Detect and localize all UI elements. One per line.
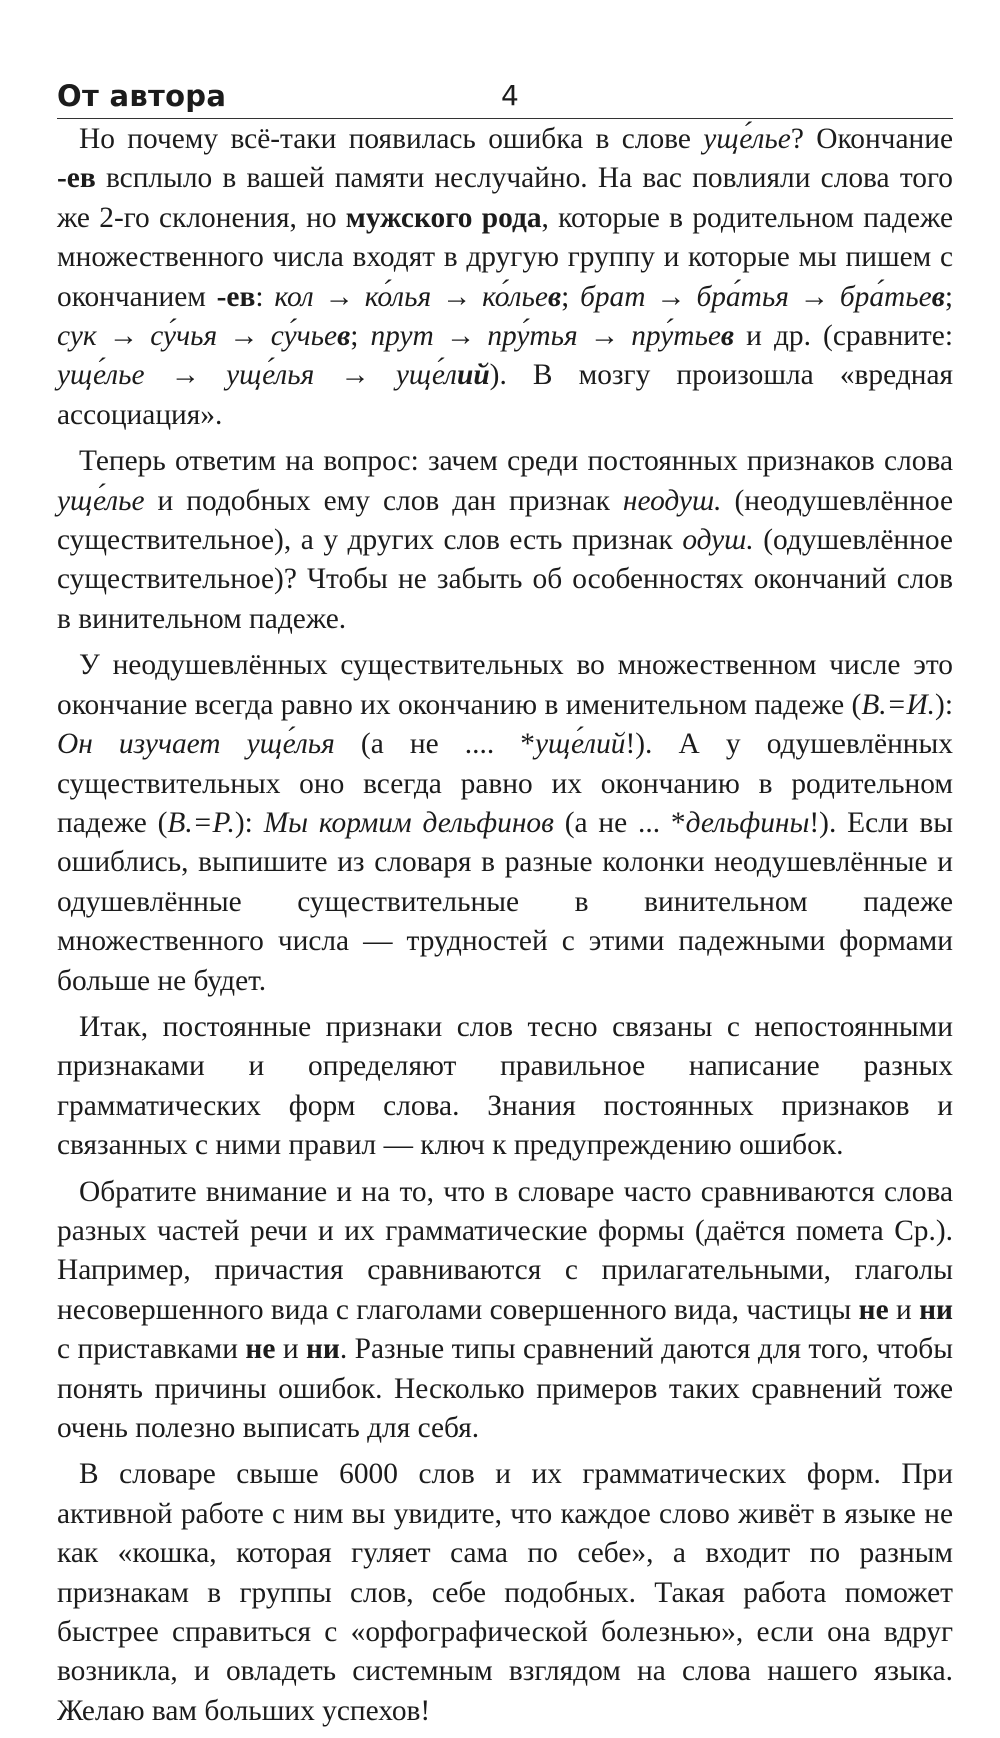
text-run: ; <box>350 320 371 353</box>
text-run: (а не ... * <box>553 806 686 839</box>
text-run: дельфины <box>685 806 810 839</box>
text-run: -ев <box>216 280 256 313</box>
text-run: В словаре свыше 6000 слов и их грамматических форм. При активной работе с ним вы увидите, что каждое слово живёт в языке не как «кошка, которая гуляет сама по себе», а входит по разным признакам в группы слов, себе подобных. Такая работа поможет быстрее справиться с «орфографической болезнью», если она вдруг возникла, и овладеть системным взглядом на слова нашего языка. Желаю вам больших успехов! <box>57 1458 953 1727</box>
text-run: (а не .... * <box>334 728 535 761</box>
text-run: в <box>931 280 945 313</box>
text-run: ; <box>944 280 954 313</box>
text-run: не <box>245 1333 276 1366</box>
running-title: От автора <box>57 79 227 113</box>
body-text <box>57 120 953 1738</box>
text-run: сук → су́чья → су́чье <box>57 320 338 353</box>
text-run: Мы кормим дельфинов <box>263 806 554 839</box>
text-run: в <box>547 280 562 313</box>
text-run: брат → бра́тья → бра́тье <box>580 280 932 313</box>
text-run: неодуш. <box>622 484 722 517</box>
text-run: в <box>337 320 351 353</box>
text-run: ; <box>561 280 581 313</box>
text-run: !). А у одушевлённых существительных оно всегда равно их окончанию в родительном падеже ( <box>57 728 953 839</box>
text-run: уще́лье <box>703 123 791 155</box>
text-run: , которые в родительном падеже множественного числа входят в другую группу и которые мы пишем с окончанием <box>57 201 954 313</box>
text-run: ): <box>935 688 953 721</box>
text-run: мужского рода <box>345 201 542 234</box>
text-run: и др. (сравните: <box>734 320 953 353</box>
text-run: ? Окончание <box>790 123 954 155</box>
text-run: и подобных ему слов дан признак <box>144 484 623 517</box>
text-run: -ев <box>57 162 96 195</box>
text-run: и <box>275 1333 306 1366</box>
text-run: В.=И. <box>861 688 936 721</box>
text-run: уще́лье → уще́лья → уще́л <box>57 359 457 392</box>
text-run: и <box>888 1293 920 1326</box>
paragraph <box>57 1455 953 1731</box>
text-run: Итак, постоянные признаки слов тесно связаны с непостоянными признаками и определяют правильное написание разных грамматических форм слова. Знания постоянных признаков и связанных с ними правил — ключ к предупреждению ошибок. <box>57 1010 953 1162</box>
text-run: всплыло в вашей памяти неслучайно. На вас повлияли слова того же 2-го склонения, но <box>57 162 953 234</box>
text-run: Но почему всё-таки появилась ошибка в слове <box>79 123 704 155</box>
page-number: 4 <box>501 79 519 112</box>
text-run: одуш. <box>682 524 754 557</box>
text-run: не <box>858 1293 889 1326</box>
text-run: Обратите внимание и на то, что в словаре часто сравниваются слова разных частей речи и их грамматические формы (даётся помета Ср.). Например, причастия сравниваются с прилагательными, глаголы несовершенного вида с глаголами совершенного вида, частицы <box>57 1175 953 1326</box>
text-run: (неодушевлённое существительное), а у других слов есть признак <box>57 484 953 557</box>
text-run: кол → ко́лья → ко́лье <box>274 280 548 313</box>
text-run: !). Если вы ошиблись, выпишите из словаря в разные колонки неодушевлённые и одушевлённые существительные в винительном падеже множественного числа — трудностей с этими падежными формами больше не будет. <box>57 806 954 997</box>
text-run: . Разные типы сравнений даются для того, чтобы понять причины ошибок. Несколько примеров таких сравнений тоже очень полезно выписать для себя. <box>57 1333 953 1444</box>
text-run: в <box>720 320 735 353</box>
paragraph <box>57 442 953 639</box>
paragraph <box>57 646 953 1001</box>
text-run: Он изучает уще́лья <box>57 728 335 761</box>
paragraph <box>57 120 953 435</box>
text-run: ни <box>919 1293 953 1326</box>
text-run: ий <box>456 359 490 392</box>
text-run: (одушевлённое существительное)? Чтобы не забыть об особенностях окончаний слов в винительном падеже. <box>57 524 953 635</box>
text-run: с приставками <box>57 1333 246 1366</box>
text-run: У неодушевлённых существительных во множественном числе это окончание всегда равно их окончанию в именительном падеже ( <box>57 649 953 721</box>
text-run: ). В мозгу произошла «вредная ассоциация». <box>57 359 954 431</box>
text-run: : <box>255 280 275 313</box>
paragraph <box>57 1008 953 1166</box>
text-run: В.=Р. <box>167 806 235 839</box>
text-run: Теперь ответим на вопрос: зачем среди постоянных признаков слова <box>79 445 953 478</box>
text-run: ни <box>305 1333 340 1366</box>
paragraph <box>57 1173 953 1449</box>
text-run: уще́лье <box>57 484 145 517</box>
text-run: прут → пру́тья → пру́тье <box>370 320 721 353</box>
text-run: ): <box>234 806 264 839</box>
text-run: уще́лий <box>535 728 626 761</box>
page-header <box>57 78 953 119</box>
